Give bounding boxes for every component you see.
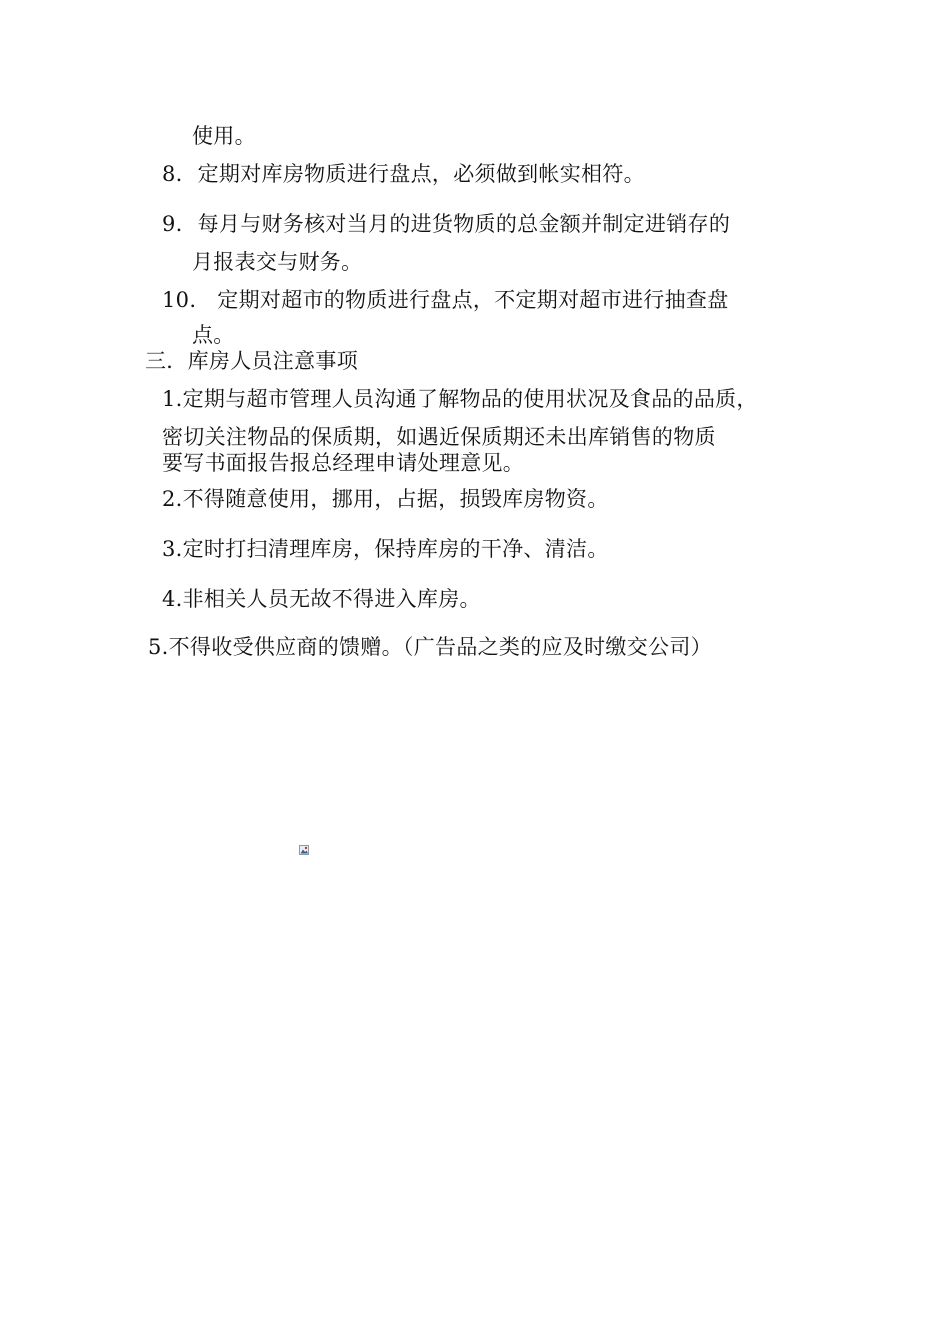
list-number: 8. — [162, 162, 183, 186]
list-item-text: 每月与财务核对当月的进货物质的总金额并制定进销存的 — [197, 212, 731, 236]
list-item-10-line2: 点。 — [192, 323, 235, 347]
list-number: 10. — [162, 288, 197, 312]
section-item-2: 2.不得随意使用，挪用，占据，损毁库房物资。 — [162, 487, 609, 511]
section-item-1-line1: 1.定期与超市管理人员沟通了解物品的使用状况及食品的品质， — [162, 387, 758, 411]
list-item-10 — [162, 287, 729, 313]
list-item-8 — [162, 161, 645, 187]
section-item-1-line3: 要写书面报告报总经理申请处理意见。 — [162, 451, 525, 475]
list-item-9 — [162, 211, 730, 237]
list-item-9-line2: 月报表交与财务。 — [192, 250, 363, 274]
list-item-text: 定期对库房物质进行盘点，必须做到帐实相符。 — [197, 162, 645, 186]
section-item-4: 4.非相关人员无故不得进入库房。 — [162, 587, 481, 611]
section-item-3: 3.定时打扫清理库房，保持库房的干净、清洁。 — [162, 537, 609, 561]
list-item-text: 定期对超市的物质进行盘点，不定期对超市进行抽查盘 — [217, 288, 729, 312]
section-item-5: 5.不得收受供应商的馈赠。（广告品之类的应及时缴交公司） — [148, 635, 712, 659]
image-placeholder-icon — [299, 845, 309, 855]
section-heading: 三．库房人员注意事项 — [145, 349, 358, 373]
item7-continuation: 使用。 — [192, 124, 256, 148]
section-item-1-line2: 密切关注物品的保质期，如遇近保质期还未出库销售的物质 — [162, 425, 716, 449]
list-number: 9. — [162, 212, 183, 236]
